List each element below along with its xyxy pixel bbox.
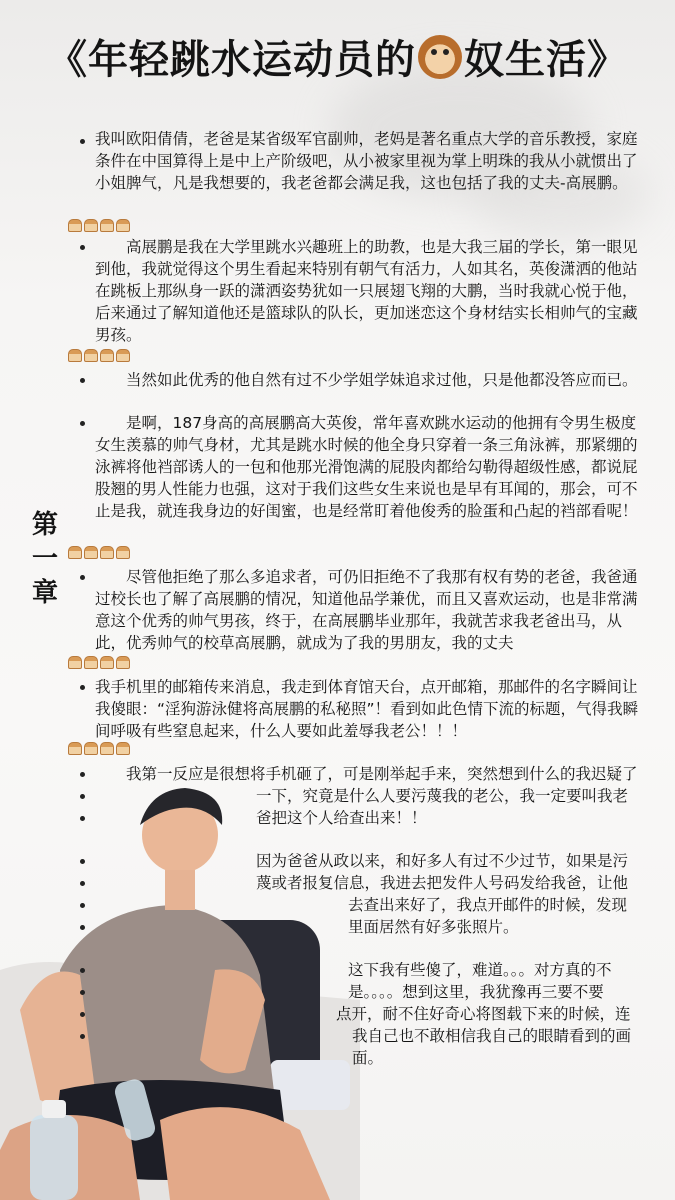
bullet-icon: [80, 1012, 85, 1017]
paragraph-8-line-4: 里面居然有好多张照片。: [348, 918, 519, 936]
page-title: [0, 28, 675, 85]
bullet-icon: [80, 881, 85, 886]
bread-separator-icon: [68, 742, 130, 756]
bullet-icon: [80, 1034, 85, 1039]
bread-separator-icon: [68, 656, 130, 670]
bullet-icon: [80, 925, 85, 930]
bullet-icon: [80, 990, 85, 995]
paragraph-8-line-3: 去查出来好了，我点开邮件的时候，发现: [348, 896, 628, 914]
bread-separator-icon: [68, 219, 130, 233]
paragraph-7-line-3: 爸把这个人给查出来！！: [256, 809, 427, 827]
paragraph-9-line-2: 是。。。。想到这里，我犹豫再三要不要: [348, 983, 604, 1001]
bullet-icon: [80, 245, 85, 250]
muscular-man-sitting-illustration: [0, 770, 360, 1200]
paragraph-7-line-2: 一下，究竟是什么人要污蔑我的老公，我一定要叫我老: [256, 787, 629, 805]
title-left: 《年轻跳水运动员的: [47, 37, 416, 83]
paragraph-9-line-3: 点开，耐不住好奇心将图载下来的时候，连: [336, 1005, 631, 1023]
paragraph-9-line-4: 我自己也不敢相信我自己的眼睛看到的画: [352, 1027, 632, 1045]
paragraph-4: 是啊，187身高的高展鹏高大英俊，常年喜欢跳水运动的他拥有令男生极度女生羡慕的帅气身材，尤其是跳水时候的他全身只穿着一条三角泳裤，那紧绷的泳裤将他裆部诱人的一包和他那光滑饱满的屁股肉都给勾勒得超级性感，都说屁股翘的男人性能力也强，这对于我们这些女生来说也是早有耳闻的，那会，可不止是我，就连我身边的好闺蜜，也是经常盯着他俊秀的脸蛋和凸起的裆部看呢！: [95, 414, 638, 520]
paragraph-7-line-1: 我第一反应是很想将手机砸了，可是刚举起手来，突然想到什么的我迟疑了: [126, 765, 638, 783]
bullet-icon: [80, 575, 85, 580]
bread-separator-icon: [68, 349, 130, 363]
dog-face-icon: [418, 35, 462, 79]
bullet-icon: [80, 794, 85, 799]
chapter-label: 第一章: [31, 510, 58, 608]
paragraph-2: 高展鹏是我在大学里跳水兴趣班上的助教，也是大我三届的学长，第一眼见到他，我就觉得这个男生看起来特别有朝气有活力，人如其名，英俊潇洒的他站在跳板上那纵身一跃的潇洒姿势犹如一只展翅飞翔的大鹏，当时我就心悦于他，后来通过了解知道他还是篮球队的队长，更加迷恋这个身材结实长相帅气的宝藏男孩。: [95, 238, 638, 344]
bread-separator-icon: [68, 546, 130, 560]
bullet-icon: [80, 378, 85, 383]
bullet-icon: [80, 685, 85, 690]
bullet-icon: [80, 139, 85, 144]
bullet-icon: [80, 772, 85, 777]
paragraph-5: 尽管他拒绝了那么多追求者，可仍旧拒绝不了我那有权有势的老爸，我爸通过校长也了解了高展鹏的情况，知道他品学兼优，而且又喜欢运动，也是非常满意这个优秀的帅气男孩，终于，在高展鹏毕业那年，我就苦求我老爸出马，从此，优秀帅气的校草高展鹏，就成为了我的男朋友，我的丈夫: [95, 568, 638, 652]
paragraph-3: 当然如此优秀的他自然有过不少学姐学妹追求过他，只是他都没答应而已。: [126, 371, 638, 389]
bullet-icon: [80, 903, 85, 908]
bullet-icon: [80, 421, 85, 426]
bullet-icon: [80, 968, 85, 973]
bullet-icon: [80, 859, 85, 864]
paragraph-6: 我手机里的邮箱传来消息，我走到体育馆天台，点开邮箱，那邮件的名字瞬间让我傻眼：“淫狗游泳健将高展鹏的私秘照”！看到如此色情下流的标题，气得我瞬间呼吸有些窒息起来，什么人要如此羞辱我老公！！！: [95, 678, 639, 740]
paragraph-9-line-1: 这下我有些傻了，难道。。。对方真的不: [348, 961, 612, 979]
bullet-icon: [80, 816, 85, 821]
title-right: 奴生活》: [464, 37, 628, 83]
paragraph-8-line-2: 蔑或者报复信息，我进去把发件人号码发给我爸，让他: [256, 874, 629, 892]
paragraph-9-line-5: 面。: [352, 1049, 384, 1067]
paragraph-8-line-1: 因为爸爸从政以来，和好多人有过不少过节，如果是污: [256, 852, 629, 870]
paragraph-1: 我叫欧阳倩倩，老爸是某省级军官副帅，老妈是著名重点大学的音乐教授，家庭条件在中国算得上是中上产阶级吧，从小被家里视为掌上明珠的我从小就惯出了小姐脾气，凡是我想要的，我老爸都会满足我，这也包括了我的丈夫-高展鹏。: [95, 130, 638, 192]
